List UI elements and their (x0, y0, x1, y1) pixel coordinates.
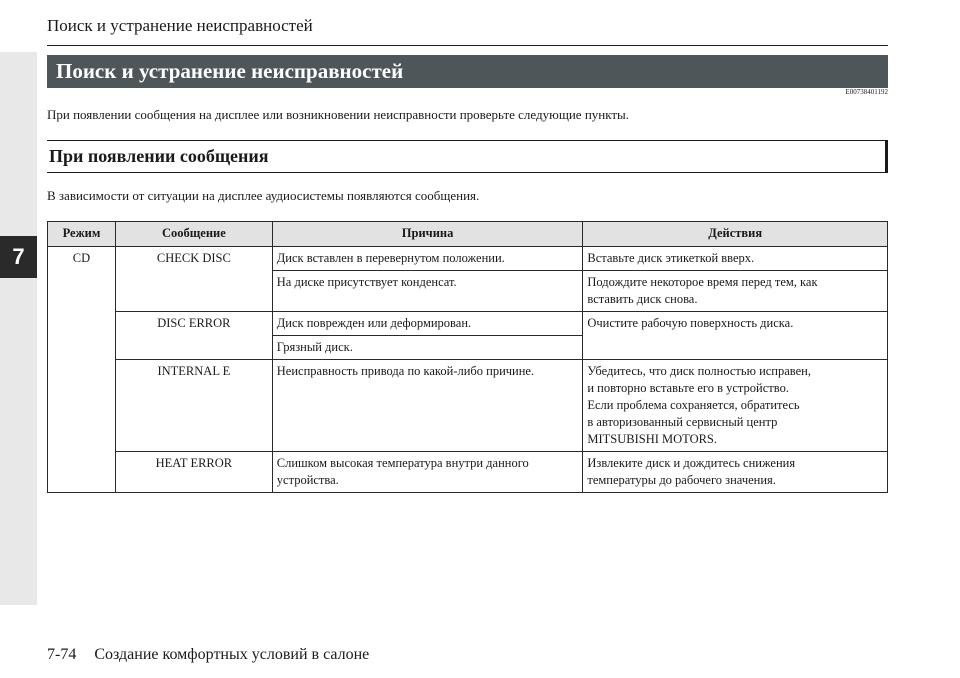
section-intro-text: В зависимости от ситуации на дисплее аудиосистемы появляются сообщения. (47, 188, 480, 203)
messages-table (47, 221, 888, 493)
cause-cell: Неисправность привода по какой-либо причине. (272, 360, 583, 452)
table-row (48, 360, 888, 452)
cause-line: Слишком высокая температура внутри данного (276, 456, 529, 470)
message-cell: INTERNAL E (115, 360, 272, 452)
action-line: в авторизованный сервисный центр (587, 415, 778, 429)
table-row (48, 247, 888, 271)
chapter-sidebar (0, 52, 37, 605)
cause-line: устройства. (276, 473, 339, 487)
section-header (47, 140, 888, 173)
action-line: Убедитесь, что диск полностью исправен, (587, 364, 811, 378)
message-cell: CHECK DISC (115, 247, 272, 312)
column-header-cause: Причина (272, 222, 583, 247)
intro-text: При появлении сообщения на дисплее или возникновении неисправности проверьте следующие пункты. (47, 107, 630, 122)
column-header-message: Сообщение (115, 222, 272, 247)
message-cell: DISC ERROR (115, 312, 272, 360)
action-line: Если проблема сохраняется, обратитесь (587, 398, 800, 412)
cause-cell: Диск вставлен в перевернутом положении. (272, 247, 583, 271)
cause-cell: Диск поврежден или деформирован. (272, 312, 583, 336)
action-line: температуры до рабочего значения. (587, 473, 776, 487)
action-cell: Очистите рабочую поверхность диска. (583, 312, 888, 360)
action-cell (583, 360, 888, 452)
action-line: Подождите некоторое время перед тем, как (587, 275, 818, 289)
footer-chapter-title: Создание комфортных условий в салоне (94, 646, 370, 663)
running-header: Поиск и устранение неисправностей (47, 16, 313, 35)
table-header-row (48, 222, 888, 247)
cause-cell: На диске присутствует конденсат. (272, 271, 583, 312)
table-row (48, 312, 888, 336)
action-line: вставить диск снова. (587, 292, 698, 306)
action-line: MITSUBISHI MOTORS. (587, 432, 718, 446)
chapter-tab: 7 (0, 236, 37, 278)
header-divider (47, 45, 888, 46)
action-cell (583, 271, 888, 312)
table-row (48, 452, 888, 493)
action-line: Извлеките диск и дождитесь снижения (587, 456, 796, 470)
column-header-action: Действия (583, 222, 888, 247)
cause-cell: Грязный диск. (272, 336, 583, 360)
section-title: При появлении сообщения (49, 146, 269, 166)
column-header-mode: Режим (48, 222, 116, 247)
page-title: Поиск и устранение неисправностей (47, 55, 888, 88)
message-cell: HEAT ERROR (115, 452, 272, 493)
mode-cell: CD (48, 247, 116, 493)
action-cell: Вставьте диск этикеткой вверх. (583, 247, 888, 271)
page-number: 7-74 (47, 646, 77, 663)
action-line: и повторно вставьте его в устройство. (587, 381, 789, 395)
action-cell (583, 452, 888, 493)
document-code: E00738401192 (845, 88, 888, 96)
cause-cell (272, 452, 583, 493)
page-footer (47, 646, 369, 664)
